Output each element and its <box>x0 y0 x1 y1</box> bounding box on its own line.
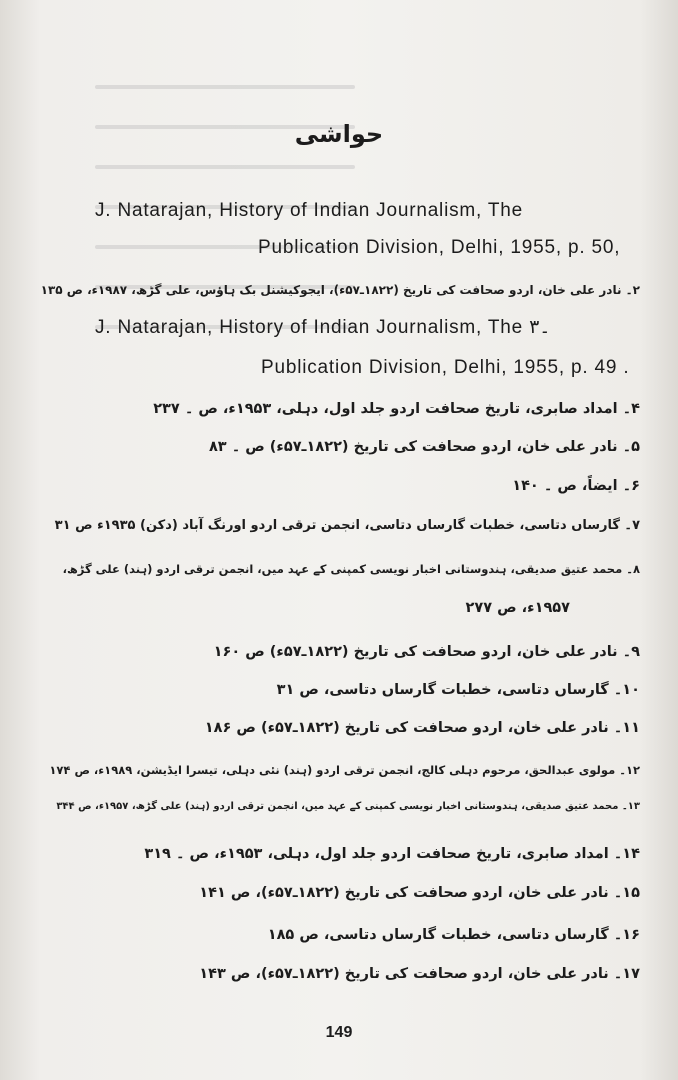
footnote-1-line-1: J. Natarajan, History of Indian Journalism, The <box>95 200 523 221</box>
footnote-14: ۱۴۔ امداد صابری، تاریخ صحافت اردو جلد اول، دہلی، ۱۹۵۳ء، ص ۔ ۳۱۹ <box>144 846 640 862</box>
footnote-7: ۷۔ گارساں دتاسی، خطبات گارساں دتاسی، انجمن ترقی اردو اورنگ آباد (دکن) ۱۹۳۵ء ص ۳۱ <box>54 518 640 533</box>
footnote-8-line-2: ۱۹۵۷ء، ص ۲۷۷ <box>465 600 570 616</box>
footnote-10: ۱۰۔ گارساں دتاسی، خطبات گارساں دتاسی، ص ۳۱ <box>276 682 640 698</box>
footnote-8-line-1: ۸۔ محمد عتیق صدیقی، ہندوستانی اخبار نویسی کمپنی کے عہد میں، انجمن ترقی اردو (ہند) علی گڑھ، <box>62 562 640 576</box>
footnote-3-line-1: J. Natarajan, History of Indian Journalism, The ۔۳ <box>95 317 551 338</box>
footnote-13: ۱۳۔ محمد عتیق صدیقی، ہندوستانی اخبار نویسی کمپنی کے عہد میں، انجمن ترقی اردو (ہند) علی گڑھ، ۱۹۵۷ء، ص ۳۴۴ <box>56 801 640 812</box>
footnote-1-line-2: Publication Division, Delhi, 1955, p. 50, <box>258 237 621 258</box>
footnote-4: ۴۔ امداد صابری، تاریخ صحافت اردو جلد اول، دہلی، ۱۹۵۳ء، ص ۔ ۲۳۷ <box>153 401 640 417</box>
footnote-16: ۱۶۔ گارساں دتاسی، خطبات گارساں دتاسی، ص ۱۸۵ <box>267 927 640 943</box>
footnote-11: ۱۱۔ نادر علی خان، اردو صحافت کی تاریخ (۱۸۲۲ـ۵۷ء) ص ۱۸۶ <box>204 720 640 736</box>
page-number: 149 <box>325 1024 353 1041</box>
footnote-9: ۹۔ نادر علی خان، اردو صحافت کی تاریخ (۱۸۲۲ـ۵۷ء) ص ۱۶۰ <box>213 644 640 660</box>
footnote-17: ۱۷۔ نادر علی خان، اردو صحافت کی تاریخ (۱۸۲۲ـ۵۷ء)، ص ۱۴۳ <box>199 966 640 982</box>
page-title: حواشی <box>294 120 384 148</box>
footnote-5: ۵۔ نادر علی خان، اردو صحافت کی تاریخ (۱۸۲۲ـ۵۷ء) ص ۔ ۸۳ <box>208 439 640 455</box>
footnote-3-line-2: Publication Division, Delhi, 1955, p. 49 . <box>261 357 630 378</box>
footnote-15: ۱۵۔ نادر علی خان، اردو صحافت کی تاریخ (۱۸۲۲ـ۵۷ء)، ص ۱۴۱ <box>199 885 640 901</box>
footnote-12: ۱۲۔ مولوی عبدالحق، مرحوم دہلی کالج، انجمن ترقی اردو (ہند) نئی دہلی، تیسرا ایڈیشن، ۱۹۸۹ء، ص ۱۷۴ <box>49 763 640 777</box>
footnote-6: ۶۔ ایضاً، ص ۔ ۱۴۰ <box>512 478 640 494</box>
footnote-2: ۲۔ نادر علی خان، اردو صحافت کی تاریخ (۱۸۲۲ـ۵۷ء)، ایجوکیشنل بک ہاؤس، علی گڑھ، ۱۹۸۷ء، ص ۱۳۵ <box>40 283 640 297</box>
